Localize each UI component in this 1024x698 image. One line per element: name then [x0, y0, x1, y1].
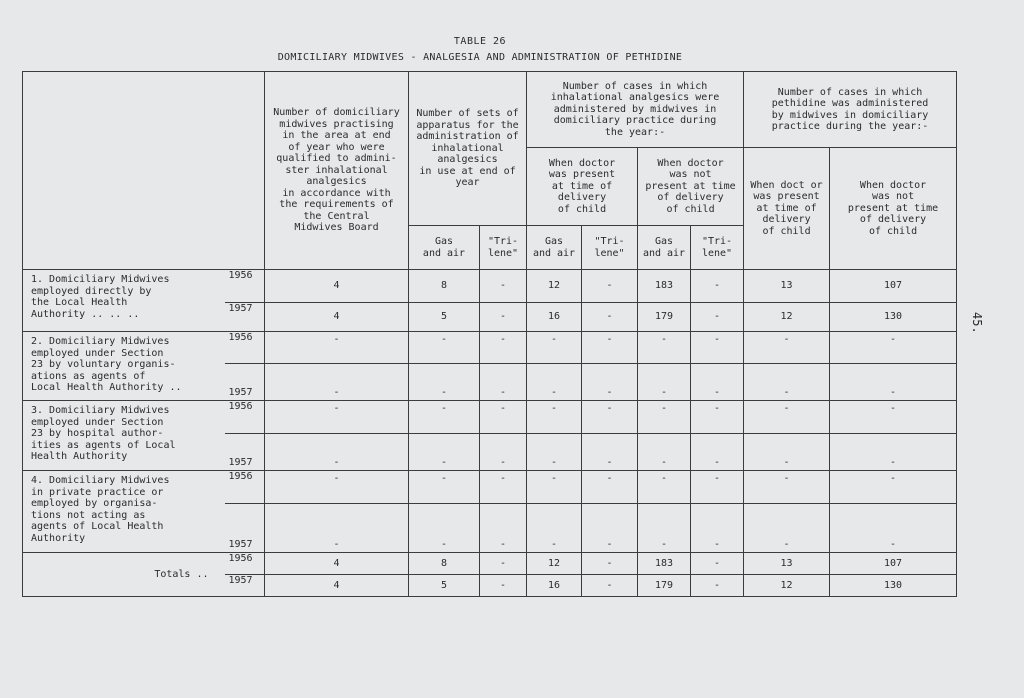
value-cell: - [480, 401, 527, 434]
value-cell: - [480, 332, 527, 364]
value-cell: - [265, 504, 409, 553]
value-cell: - [527, 332, 582, 364]
value-cell: - [830, 401, 957, 434]
value-cell: 16 [527, 575, 582, 597]
value-cell: 12 [744, 303, 830, 332]
year-cell: 1956 [225, 332, 265, 364]
value-cell: - [638, 332, 691, 364]
value-cell: - [638, 434, 691, 471]
value-cell: - [265, 364, 409, 401]
value-cell: - [480, 504, 527, 553]
value-cell: - [582, 471, 638, 504]
header-not-present-trilene: "Tri- lene" [691, 226, 744, 270]
value-cell: - [480, 553, 527, 575]
header-doctor-not-present: When doctor was not present at time of delivery of child [638, 148, 744, 226]
value-cell: - [480, 471, 527, 504]
value-cell: - [527, 434, 582, 471]
value-cell: - [582, 303, 638, 332]
value-cell: - [691, 270, 744, 303]
year-cell: 1957 [225, 575, 265, 597]
value-cell: - [582, 504, 638, 553]
row-label-3: 3. Domiciliary Midwives employed under Section 23 by hospital author- ities as agents of Local Health Authority [23, 401, 225, 471]
value-cell: 4 [265, 270, 409, 303]
value-cell: - [691, 575, 744, 597]
value-cell: - [409, 471, 480, 504]
value-cell: 5 [409, 575, 480, 597]
value-cell: - [582, 575, 638, 597]
value-cell: 16 [527, 303, 582, 332]
header-doctor-present: When doctor was present at time of delivery of child [527, 148, 638, 226]
table-row [23, 270, 957, 303]
row-label-4: 4. Domiciliary Midwives in private practice or employed by organisa- tions not acting as agents of Local Health Authority [23, 471, 225, 553]
header-sets-gas-air: Gas and air [409, 226, 480, 270]
value-cell: 12 [744, 575, 830, 597]
value-cell: - [409, 364, 480, 401]
year-cell: 1957 [225, 434, 265, 471]
value-cell: - [409, 434, 480, 471]
value-cell: - [480, 575, 527, 597]
table-row [23, 471, 957, 504]
value-cell: - [830, 434, 957, 471]
header-blank [23, 72, 265, 270]
value-cell: 8 [409, 270, 480, 303]
value-cell: - [691, 471, 744, 504]
value-cell: - [409, 332, 480, 364]
year-cell: 1956 [225, 553, 265, 575]
table-subtitle: DOMICILIARY MIDWIVES - ANALGESIA AND ADMINISTRATION OF PETHIDINE [277, 52, 683, 63]
value-cell: 13 [744, 270, 830, 303]
header-present-gas-air: Gas and air [527, 226, 582, 270]
year-cell: 1957 [225, 364, 265, 401]
value-cell: 4 [265, 553, 409, 575]
header-qualified-midwives: Number of domiciliary midwives practising in the area at end of year who were qualified to admini- ster inhalational analgesics in accordance with the requirements of the Central Midwives Board [265, 72, 409, 270]
value-cell: - [527, 401, 582, 434]
page-number: 45. [970, 312, 984, 334]
value-cell: - [744, 471, 830, 504]
value-cell: 130 [830, 575, 957, 597]
year-cell: 1956 [225, 401, 265, 434]
value-cell: - [409, 401, 480, 434]
header-pethidine-doctor-present: When doct or was present at time of delivery of child [744, 148, 830, 270]
row-label-1: 1. Domiciliary Midwives employed directly by the Local Health Authority .. .. .. [23, 270, 225, 332]
value-cell: - [480, 364, 527, 401]
value-cell: 179 [638, 575, 691, 597]
value-cell: - [265, 332, 409, 364]
analgesia-table [22, 71, 957, 597]
row-label-2: 2. Domiciliary Midwives employed under Section 23 by voluntary organis- ations as agents of Local Health Authority .. [23, 332, 225, 401]
value-cell: - [582, 364, 638, 401]
value-cell: - [638, 364, 691, 401]
value-cell: - [830, 364, 957, 401]
table-row [23, 332, 957, 364]
value-cell: - [480, 434, 527, 471]
value-cell: - [691, 434, 744, 471]
value-cell: 130 [830, 303, 957, 332]
value-cell: - [830, 471, 957, 504]
value-cell: - [691, 303, 744, 332]
totals-row [23, 553, 957, 575]
value-cell: - [582, 434, 638, 471]
value-cell: - [638, 504, 691, 553]
table-title: TABLE 26 [453, 36, 507, 47]
year-cell: 1957 [225, 504, 265, 553]
totals-label: Totals .. [23, 553, 225, 597]
value-cell: - [691, 401, 744, 434]
value-cell: - [691, 504, 744, 553]
value-cell: - [691, 553, 744, 575]
value-cell: - [265, 401, 409, 434]
header-inhalational-cases: Number of cases in which inhalational analgesics were administered by midwives in domiciliary practice during the year:- [527, 72, 744, 148]
value-cell: - [691, 332, 744, 364]
year-cell: 1956 [225, 471, 265, 504]
value-cell: - [265, 434, 409, 471]
value-cell: 179 [638, 303, 691, 332]
value-cell: - [830, 504, 957, 553]
value-cell: - [265, 471, 409, 504]
header-sets-trilene: "Tri- lene" [480, 226, 527, 270]
header-present-trilene: "Tri- lene" [582, 226, 638, 270]
value-cell: 4 [265, 575, 409, 597]
value-cell: 183 [638, 270, 691, 303]
value-cell: 4 [265, 303, 409, 332]
year-cell: 1957 [225, 303, 265, 332]
value-cell: - [744, 364, 830, 401]
value-cell: - [638, 471, 691, 504]
value-cell: - [691, 364, 744, 401]
value-cell: - [638, 401, 691, 434]
value-cell: - [582, 332, 638, 364]
value-cell: 12 [527, 553, 582, 575]
value-cell: 12 [527, 270, 582, 303]
table-row [23, 401, 957, 434]
value-cell: - [582, 401, 638, 434]
value-cell: - [744, 504, 830, 553]
value-cell: - [830, 332, 957, 364]
value-cell: - [744, 434, 830, 471]
value-cell: 107 [830, 553, 957, 575]
value-cell: - [527, 504, 582, 553]
value-cell: - [744, 401, 830, 434]
value-cell: - [582, 270, 638, 303]
value-cell: 107 [830, 270, 957, 303]
value-cell: - [744, 332, 830, 364]
header-apparatus-sets: Number of sets of apparatus for the administration of inhalational analgesics in use at end of year [409, 72, 527, 226]
value-cell: - [527, 471, 582, 504]
value-cell: 5 [409, 303, 480, 332]
header-pethidine-cases: Number of cases in which pethidine was administered by midwives in domiciliary practice during the year:- [744, 72, 957, 148]
header-not-present-gas-air: Gas and air [638, 226, 691, 270]
value-cell: 13 [744, 553, 830, 575]
value-cell: 8 [409, 553, 480, 575]
value-cell: - [527, 364, 582, 401]
value-cell: - [409, 504, 480, 553]
year-cell: 1956 [225, 270, 265, 303]
header-pethidine-doctor-not-present: When doctor was not present at time of delivery of child [830, 148, 957, 270]
value-cell: - [582, 553, 638, 575]
value-cell: 183 [638, 553, 691, 575]
value-cell: - [480, 270, 527, 303]
value-cell: - [480, 303, 527, 332]
